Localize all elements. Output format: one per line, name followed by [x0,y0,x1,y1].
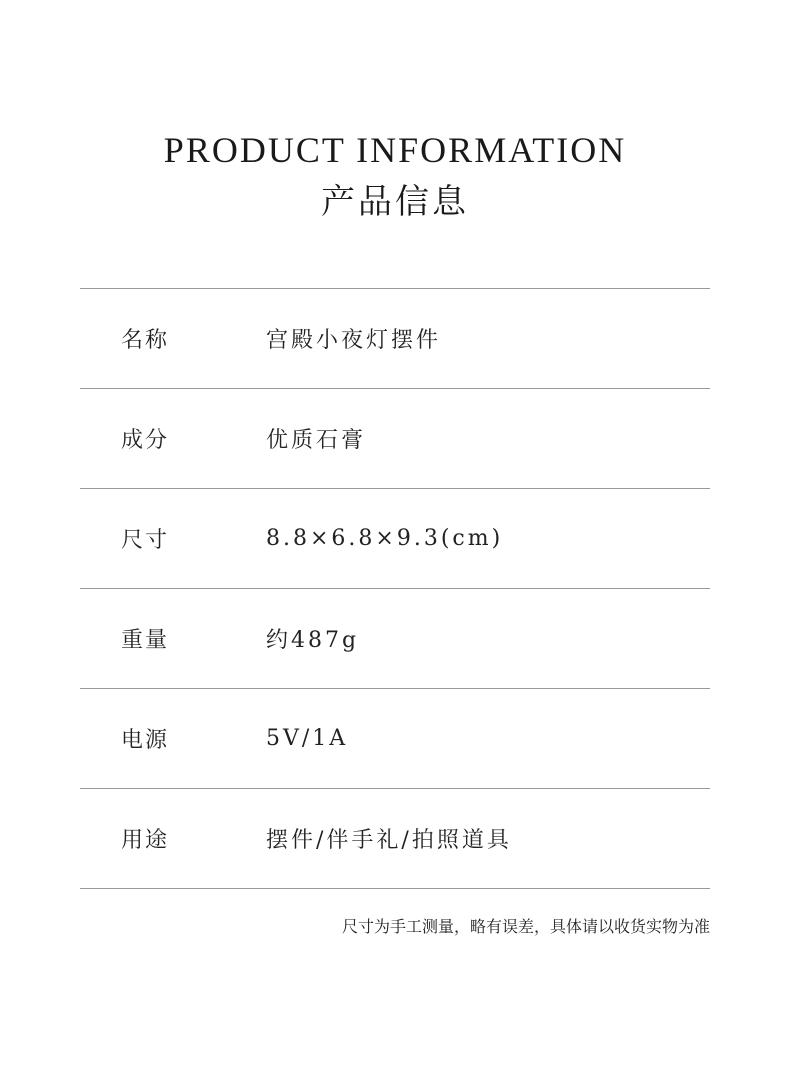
spec-row-material [80,389,710,489]
spec-value: 8.8×6.8×9.3(cm) [266,526,504,551]
spec-label: 电源 [121,728,170,753]
spec-row-usage [80,789,710,889]
spec-value: 优质石膏 [266,428,367,453]
spec-row-power [80,689,710,789]
spec-label: 重量 [121,628,170,653]
spec-row-size [80,489,710,589]
spec-value: 摆件/伴手礼/拍照道具 [266,828,512,853]
spec-row-weight [80,589,710,689]
spec-label: 用途 [121,828,170,853]
spec-table [80,288,710,889]
spec-label: 尺寸 [121,528,170,553]
spec-value: 5V/1A [266,726,349,751]
spec-value: 宫殿小夜灯摆件 [266,328,442,353]
measurement-footnote: 尺寸为手工测量，略有误差，具体请以收货实物为准 [341,917,710,936]
spec-label: 成分 [121,428,170,453]
spec-row-name [80,289,710,389]
spec-value: 约487g [266,628,360,653]
title-english: PRODUCT INFORMATION [163,130,627,170]
spec-label: 名称 [121,328,170,353]
title-chinese: 产品信息 [321,182,469,222]
